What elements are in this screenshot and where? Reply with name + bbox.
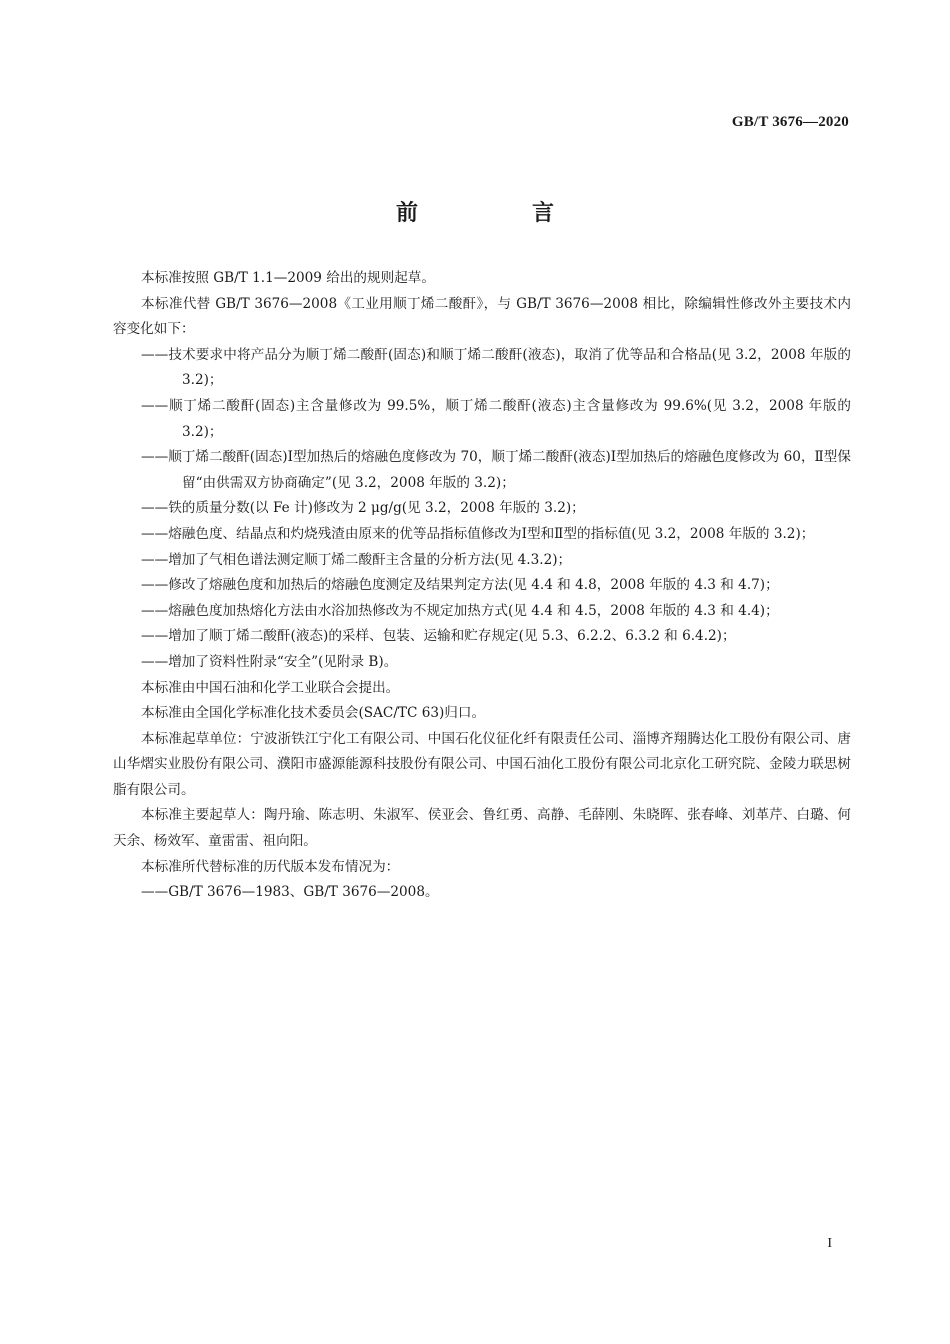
list-item: ——顺丁烯二酸酐(固态)主含量修改为 99.5%，顺丁烯二酸酐(液态)主含量修改为 99.6%(见 3.2，2008 年版的 3.2)； bbox=[141, 397, 851, 440]
list-item: ——熔融色度、结晶点和灼烧残渣由原来的优等品指标值修改为Ⅰ型和Ⅱ型的指标值(见 3.2，2008 年版的 3.2)； bbox=[141, 525, 815, 542]
foreword-body bbox=[113, 266, 851, 906]
list-item: ——增加了顺丁烯二酸酐(液态)的采样、包装、运输和贮存规定(见 5.3、6.2.2、6.3.2 和 6.4.2)； bbox=[141, 628, 736, 645]
paragraph-drafting-units: 本标准起草单位：宁波浙铁江宁化工有限公司、中国石化仪征化纤有限责任公司、淄博齐翔腾达化工股份有限公司、唐山华熠实业股份有限公司、濮阳市盛源能源科技股份有限公司、中国石油化工股份有限公司北京化工研究院、金陵力联思树脂有限公司。 bbox=[113, 730, 851, 798]
page-number: I bbox=[827, 1236, 832, 1251]
list-item: ——技术要求中将产品分为顺丁烯二酸酐(固态)和顺丁烯二酸酐(液态)，取消了优等品和合格品(见 3.2，2008 年版的 3.2)； bbox=[141, 346, 851, 389]
paragraph-history-intro: 本标准所代替标准的历代版本发布情况为： bbox=[141, 858, 400, 875]
page-title: 前 言 bbox=[395, 201, 600, 226]
document-code: GB/T 3676—2020 bbox=[731, 114, 849, 130]
list-item: ——熔融色度加热熔化方法由水浴加热修改为不规定加热方式(见 4.4 和 4.5，2008 年版的 4.3 和 4.4)； bbox=[141, 602, 779, 619]
paragraph-committee: 本标准由全国化学标准化技术委员会(SAC/TC 63)归口。 bbox=[141, 705, 486, 722]
list-item: ——增加了资料性附录“安全”(见附录 B)。 bbox=[141, 653, 398, 670]
paragraph-drafters: 本标准主要起草人：陶丹瑜、陈志明、朱淑军、侯亚会、鲁红勇、高静、毛薛刚、朱晓晖、张春峰、刘革芹、白璐、何天余、杨效军、童雷雷、祖向阳。 bbox=[113, 807, 851, 850]
list-item: ——增加了气相色谱法测定顺丁烯二酸酐主含量的分析方法(见 4.3.2)； bbox=[141, 551, 572, 568]
list-item: ——顺丁烯二酸酐(固态)Ⅰ型加热后的熔融色度修改为 70，顺丁烯二酸酐(液态)Ⅰ型加热后的熔融色度修改为 60，Ⅱ型保留“由供需双方协商确定”(见 3.2，2008 年版的 3.2)； bbox=[141, 449, 851, 491]
list-item: ——修改了熔融色度和加热后的熔融色度测定及结果判定方法(见 4.4 和 4.8，2008 年版的 4.3 和 4.7)； bbox=[141, 577, 779, 594]
paragraph-replacement: 本标准代替 GB/T 3676—2008《工业用顺丁烯二酸酐》，与 GB/T 3676—2008 相比，除编辑性修改外主要技术内容变化如下： bbox=[113, 295, 851, 338]
paragraph-proposer: 本标准由中国石油和化学工业联合会提出。 bbox=[141, 679, 400, 696]
changes-list bbox=[113, 343, 851, 676]
history-item: ——GB/T 3676—1983、GB/T 3676—2008。 bbox=[141, 884, 439, 901]
list-item: ——铁的质量分数(以 Fe 计)修改为 2 μg/g(见 3.2，2008 年版的 3.2)； bbox=[141, 500, 585, 517]
paragraph-drafting-rules: 本标准按照 GB/T 1.1—2009 给出的规则起草。 bbox=[141, 270, 435, 286]
